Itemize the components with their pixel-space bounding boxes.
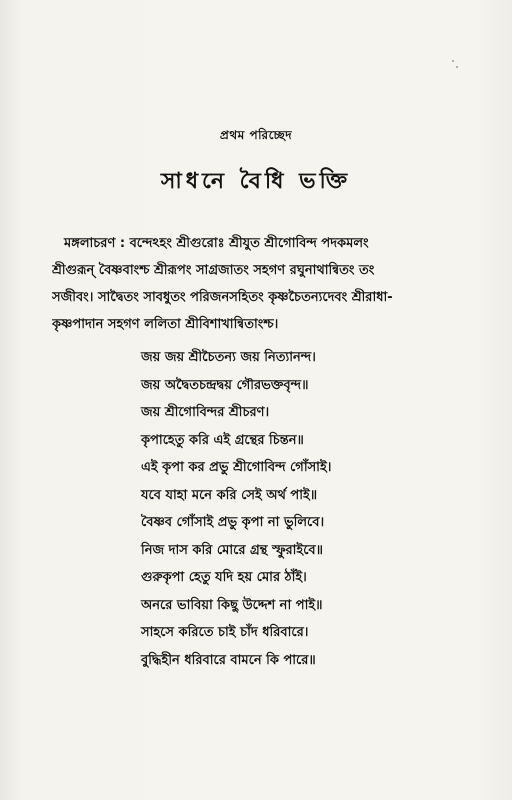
verse-line: গুরুকৃপা হেতু যদি হয় মোর ঠাঁই।: [141, 570, 307, 585]
verse-line: অনরে ভাবিয়া কিছু উদ্দেশ না পাই॥: [141, 597, 323, 613]
paper-speck: [456, 66, 458, 68]
invocation-line: শ্রীগুরূন্ বৈষ্ণবাংশ্চ শ্রীরূপং সাগ্রজাতং সহগণ রঘুনাথান্বিতং তং: [52, 263, 375, 278]
verse-line: বৈষ্ণব গোঁসাই প্রভু কৃপা না ভুলিবে।: [141, 515, 325, 530]
verse-block: [141, 344, 471, 674]
section-title: সাধনে বৈধি ভক্তি: [160, 169, 352, 194]
paper-speck: [452, 60, 454, 62]
verse-line: জয় জয় শ্রীচৈতন্য জয় নিত্যানন্দ।: [141, 350, 316, 365]
verse-line: কৃপাহেতু করি এই গ্রন্থের চিন্তন॥: [141, 432, 304, 448]
verse-line: জয় শ্রীগোবিন্দর শ্রীচরণ।: [141, 405, 270, 420]
verse-line: নিজ দাস করি মোরে গ্রন্থ স্ফুরাইবে॥: [141, 542, 324, 558]
chapter-heading: প্রথম পরিচ্ছেদ: [219, 128, 293, 142]
invocation-line: মঙ্গলাচরণ : বন্দেঽহং শ্রীগুরোঃ শ্রীযুত শ্রীগোবিন্দ পদকমলং: [64, 236, 369, 251]
verse-line: এই কৃপা কর প্রভু শ্রীগোবিন্দ গোঁসাই।: [141, 460, 332, 475]
invocation-paragraph: [52, 230, 472, 338]
verse-line: যবে যাহা মনে করি সেই অর্থ পাই॥: [141, 487, 318, 503]
verse-line: বুদ্ধিহীন ধরিবারে বামনে কি পারে॥: [141, 652, 316, 668]
invocation-line: সজীবং। সাদ্বৈতং সাবধুতং পরিজনসহিতং কৃষ্ণচৈতন্যদেবং শ্রীরাধা-: [52, 290, 393, 305]
verse-line: জয় অদ্বৈতচন্দ্রদ্বয় গৌরভক্তবৃন্দ॥: [141, 377, 309, 393]
verse-line: সাহসে করিতে চাই চাঁদ ধরিবারে।: [141, 625, 309, 640]
invocation-line: কৃষ্ণপাদান সহগণ ললিতা শ্রীবিশাখান্বিতাংশ্চ।: [52, 317, 279, 332]
